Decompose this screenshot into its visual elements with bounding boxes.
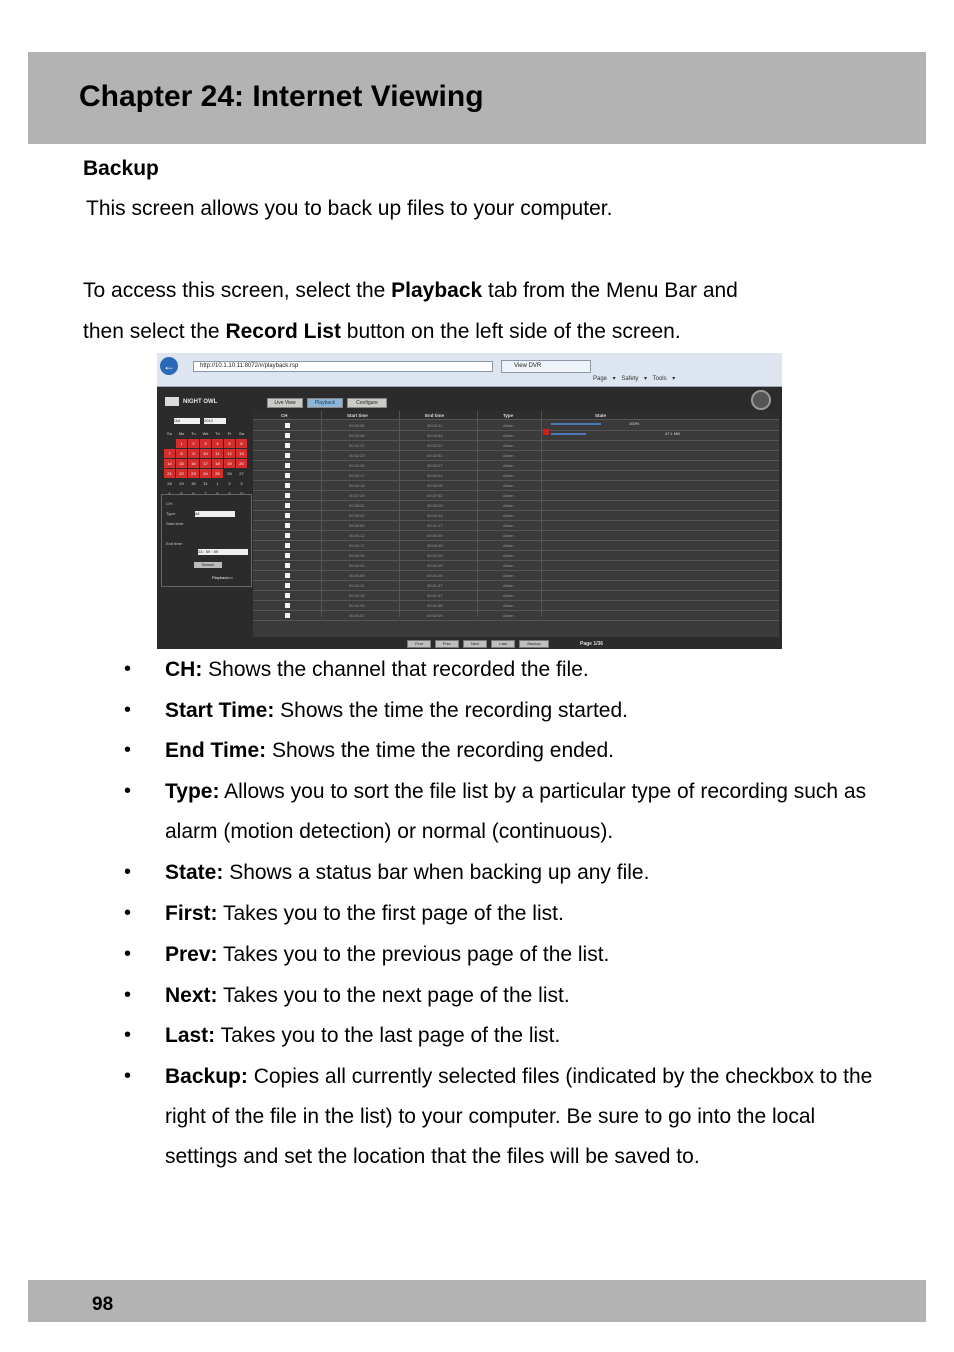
table-row[interactable] [253,421,779,431]
calendar-day[interactable]: 25 [212,469,223,478]
term: Type: [165,780,220,803]
cell-type: Alarm [503,493,514,498]
cell-end: 00:02:11 [427,423,443,428]
month-select[interactable]: Oct [174,418,200,424]
row-checkbox[interactable] [285,493,290,498]
cell-end: 00:41:37 [427,583,443,588]
cell-start: 00:41:11 [349,583,365,588]
cell-start: 00:32:23 [349,453,365,458]
row-checkbox[interactable] [285,483,290,488]
table-row[interactable] [253,551,779,561]
term: End Time: [165,739,267,762]
calendar-day [164,439,175,448]
col-ch[interactable]: CH [281,413,288,418]
bullet-marker: • [124,902,132,924]
table-row[interactable] [253,431,779,441]
calendar-weekday: We [202,431,209,436]
cell-end: 00:34:01 [427,473,443,478]
desc: Shows the time the recording started. [274,699,628,722]
calendar-day[interactable]: 10 [200,449,211,458]
calendar-day[interactable]: 5 [180,491,183,496]
cell-end: 00:41:47 [427,593,443,598]
cell-type: Alarm [503,473,514,478]
access-line-1 [83,279,738,303]
cell-end: 00:39:25 [427,503,443,508]
cell-end: 00:41:25 [427,573,443,578]
cell-end: 00:32:22 [427,443,443,448]
text: button on the left side of the screen. [340,320,681,343]
cell-end: 00:40:14 [427,513,443,518]
cell-type: Alarm [503,503,514,508]
cell-start: 00:40:17 [349,543,365,548]
first-button[interactable]: First [407,640,431,648]
page-footer [28,1280,926,1322]
cell-end: 00:41:00 [427,553,443,558]
calendar-weekday: Mo [178,431,185,436]
calendar-day[interactable]: 28 [167,481,172,486]
cell-end: 00:35:05 [427,483,443,488]
row-checkbox[interactable] [285,603,290,608]
list-item [165,1057,875,1177]
calendar-day[interactable]: 23 [188,469,199,478]
table-row[interactable] [253,491,779,501]
calendar-day[interactable]: 4 [168,491,171,496]
calendar-day[interactable]: 31 [203,481,208,486]
row-checkbox[interactable] [285,533,290,538]
row-checkbox[interactable] [285,523,290,528]
bullet-marker: • [124,780,132,802]
table-row[interactable] [253,541,779,551]
table-row[interactable] [253,601,779,611]
list-item [165,1016,875,1056]
cell-type: Alarm [503,423,514,428]
pager [157,639,782,649]
calendar-day[interactable]: 27 [239,471,244,476]
row-checkbox[interactable] [285,433,290,438]
cell-start: 00:41:19 [349,593,365,598]
cell-end: 00:41:17 [427,523,443,528]
term: Last: [165,1024,216,1047]
power-icon[interactable] [751,390,771,410]
list-item [165,691,875,731]
end-time-label: End time: [166,541,183,546]
cell-end: 00:26:54 [427,433,443,438]
calendar-day[interactable]: 22 [176,469,187,478]
progress-bar [551,433,586,435]
cell-start: 00:32:36 [349,463,365,468]
bullet-marker: • [124,984,132,1006]
cell-type: Alarm [503,533,514,538]
cell-type: Alarm [503,463,514,468]
next-button[interactable]: Next [463,640,487,648]
prev-button[interactable]: Prev [435,640,459,648]
cell-start: 00:39:42 [349,513,365,518]
calendar-day[interactable]: 3 [200,439,211,448]
cell-type: Alarm [503,593,514,598]
cell-type: Alarm [503,433,514,438]
calendar-day[interactable]: 9 [228,491,231,496]
desc: Shows the channel that recorded the file. [202,658,589,681]
cell-type: Alarm [503,543,514,548]
chapter-title: Chapter 24: Internet Viewing [79,80,484,113]
term: Backup: [165,1065,248,1088]
list-item [165,853,875,893]
desc: Shows the time the recording ended. [266,739,614,762]
term: CH: [165,658,203,681]
table-row[interactable] [253,471,779,481]
col-start-time[interactable]: Start time [347,413,368,418]
calendar-day[interactable]: 29 [179,481,184,486]
cell-type: Alarm [503,573,514,578]
cell-start: 00:40:36 [349,553,365,558]
calendar-weekday: Sa [239,431,244,436]
access-line-2 [83,320,681,344]
table-row[interactable] [253,501,779,511]
cell-end: 00:41:58 [427,603,443,608]
search-box [161,494,252,587]
bullet-marker: • [124,943,132,965]
row-checkbox[interactable] [285,443,290,448]
owl-icon [165,397,179,406]
calendar-day[interactable]: 7 [164,449,175,458]
row-checkbox[interactable] [285,543,290,548]
table-row[interactable] [253,451,779,461]
cell-start: 00:40:12 [349,533,365,538]
tab-live-view[interactable]: Live View [267,398,303,408]
page-number: 98 [92,1294,114,1315]
state-size: 47.1 MB [665,431,680,436]
desc: Allows you to sort the file list by a particular type of recording such as alarm (motion detection) or normal (continuous). [165,780,867,843]
cell-type: Alarm [503,553,514,558]
table-row[interactable] [253,461,779,471]
cell-end: 00:42:09 [427,613,443,618]
cell-end: 00:37:52 [427,493,443,498]
calendar-day[interactable]: 2 [188,439,199,448]
cell-end: 00:40:39 [427,533,443,538]
calendar-day[interactable]: 24 [200,469,211,478]
bullet-marker: • [124,1065,132,1087]
calendar-day[interactable]: 17 [200,459,211,468]
cell-start: 00:37:24 [349,493,365,498]
desc: Copies all currently selected files (indicated by the checkbox to the right of the file in the list) to your computer. Be sure to go into the local settings and set the location that the files will be saved to. [165,1065,873,1168]
calendar-day[interactable]: 6 [236,439,247,448]
cell-start: 00:40:41 [349,563,365,568]
row-checkbox[interactable] [285,583,290,588]
bullet-marker: • [124,699,132,721]
col-type[interactable]: Type [503,413,514,418]
cell-type: Alarm [503,523,514,528]
term: Prev: [165,943,218,966]
cell-type: Alarm [503,513,514,518]
cell-end: 00:41:09 [427,563,443,568]
calendar-day[interactable]: 6 [192,491,195,496]
table-row[interactable] [253,531,779,541]
text: To access this screen, select the [83,279,392,302]
type-label: Type: [166,511,176,516]
cell-type: Alarm [503,603,514,608]
term: Next: [165,984,218,1007]
search-button[interactable]: Search [194,562,222,568]
progress-bar [551,423,601,425]
col-state[interactable]: State [595,413,607,418]
cell-start: 00:39:59 [349,523,365,528]
row-checkbox[interactable] [285,423,290,428]
text: then select the [83,320,226,343]
cell-type: Alarm [503,583,514,588]
cell-type: Alarm [503,453,514,458]
calendar-day[interactable]: 19 [224,459,235,468]
address-bar[interactable]: http://10.1.10.11:8072/#/playback.rsp [193,361,493,372]
cell-start: 00:00:55 [349,423,365,428]
backup-button[interactable]: Backup [519,640,549,648]
term: Start Time: [165,699,275,722]
row-checkbox[interactable] [285,463,290,468]
calendar-day[interactable]: 14 [164,459,175,468]
playback-term: Playback [391,279,483,302]
intro-text: This screen allows you to back up files to your computer. [86,197,613,220]
desc: Takes you to the first page of the list. [217,902,564,925]
calendar-day[interactable]: 13 [236,449,247,458]
table-row[interactable] [253,611,779,621]
cell-end: 00:33:27 [427,463,443,468]
row-checkbox[interactable] [285,613,290,618]
cell-type: Alarm [503,443,514,448]
table-row[interactable] [253,511,779,521]
record-list-table [253,411,779,637]
cell-start: 00:40:59 [349,573,365,578]
browser-tools[interactable]: Page ▾ Safety ▾ Tools ▾ [593,376,676,382]
bullet-marker: • [124,861,132,883]
cell-end: 00:40:45 [427,543,443,548]
calendar-weekday: Tu [191,431,196,436]
cell-start: 00:41:30 [349,603,365,608]
text: tab from the Menu Bar and [482,279,738,302]
row-checkbox[interactable] [285,473,290,478]
list-item [165,894,875,934]
row-checkbox[interactable] [285,553,290,558]
calendar-day[interactable]: 12 [224,449,235,458]
calendar-weekday: Th [215,431,220,436]
list-item [165,976,875,1016]
start-time-label: Start time: [166,521,185,526]
cell-start: 00:33:17 [349,473,365,478]
calendar-day[interactable]: 26 [227,471,232,476]
cell-start: 00:31:21 [349,443,365,448]
browser-tab[interactable]: View DVR [501,360,591,373]
row-checkbox[interactable] [285,573,290,578]
bullet-marker: • [124,1024,132,1046]
list-item [165,731,875,771]
logo-text: NIGHT OWL [183,399,218,405]
last-button[interactable]: Last [491,640,515,648]
cell-start: 00:41:47 [349,613,365,618]
row-checkbox[interactable] [285,593,290,598]
term: First: [165,902,218,925]
cell-start: 00:38:21 [349,503,365,508]
calendar-day[interactable]: 2 [228,481,231,486]
calendar-day[interactable]: 1 [216,481,219,486]
calendar-day[interactable]: 21 [164,469,175,478]
chapter-header [28,52,926,144]
table-row[interactable] [253,561,779,571]
tab-playback[interactable]: Playback [307,398,343,408]
table-row[interactable] [253,591,779,601]
table-header [253,411,779,420]
calendar-day[interactable]: 5 [224,439,235,448]
left-panel [160,413,252,589]
end-time-input[interactable]: 23 : 59 : 59 [198,549,248,555]
row-checkbox[interactable] [285,563,290,568]
ch-label: CH: [166,501,173,506]
calendar-day[interactable]: 8 [176,449,187,458]
table-row[interactable] [253,571,779,581]
calendar-day[interactable]: 16 [188,459,199,468]
calendar-day[interactable]: 20 [236,459,247,468]
back-arrow-icon[interactable]: ← [160,357,178,375]
row-checkbox[interactable] [285,503,290,508]
calendar-day[interactable]: 11 [212,449,223,458]
desc: Takes you to the previous page of the list. [217,943,610,966]
cell-type: Alarm [503,483,514,488]
page-info: Page 1/36 [580,641,604,647]
calendar-weekday: Su [167,431,172,436]
desc: Takes you to the next page of the list. [217,984,570,1007]
table-row[interactable] [253,441,779,451]
calendar-day[interactable]: 9 [188,449,199,458]
playback-link[interactable]: Playback>> [212,575,233,580]
calendar-day[interactable]: 7 [204,491,207,496]
bullet-marker: • [124,739,132,761]
year-select[interactable]: 2012 [204,418,226,424]
table-row[interactable] [253,481,779,491]
calendar-weekday: Fr [227,431,232,436]
cell-start: 00:34:14 [349,483,365,488]
table-row[interactable] [253,581,779,591]
cell-type: Alarm [503,613,514,618]
calendar-day[interactable]: 4 [212,439,223,448]
calendar-day[interactable]: 18 [212,459,223,468]
bullet-marker: • [124,658,132,680]
browser-toolbar [157,353,782,387]
calendar [164,429,247,498]
row-checkbox[interactable] [285,453,290,458]
calendar-day[interactable]: 10 [239,491,244,496]
backup-status-icon [543,429,549,435]
cell-type: Alarm [503,563,514,568]
backup-screenshot [157,353,782,649]
col-end-time[interactable]: End time [425,413,445,418]
calendar-day[interactable]: 1 [176,439,187,448]
calendar-day[interactable]: 3 [240,481,243,486]
desc: Takes you to the last page of the list. [215,1024,561,1047]
row-checkbox[interactable] [285,513,290,518]
list-item [165,935,875,975]
table-row[interactable] [253,521,779,531]
calendar-day[interactable]: 8 [216,491,219,496]
night-owl-logo [165,396,237,408]
desc: Shows a status bar when backing up any file. [223,861,650,884]
section-title: Backup [83,157,159,180]
cell-start: 00:25:46 [349,433,365,438]
list-item [165,772,875,852]
list-item [165,650,875,690]
type-select[interactable]: All [195,511,235,517]
tab-configure[interactable]: Configure [347,398,387,408]
term: State: [165,861,224,884]
record-list-term: Record List [225,320,341,343]
calendar-day[interactable]: 15 [176,459,187,468]
calendar-day[interactable]: 30 [191,481,196,486]
cell-end: 00:32:51 [427,453,443,458]
state-percent: 100% [629,421,640,426]
